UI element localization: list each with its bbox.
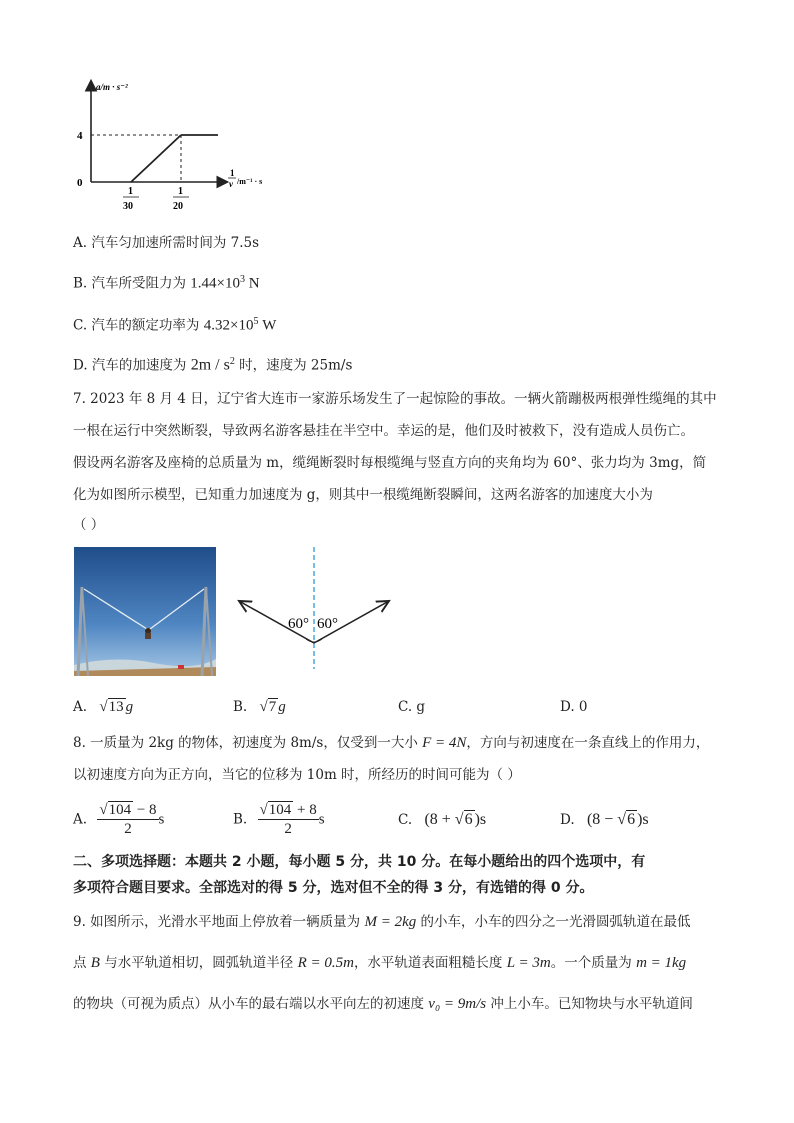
q7-line-2: 一根在运行中突然断裂，导致两名游客悬挂在半空中。幸运的是，他们及时被救下，没有造成人员伤亡。 — [73, 423, 694, 439]
x-tick-b-den: 20 — [173, 201, 183, 212]
force-diagram — [230, 545, 400, 670]
q8-option-d: D. (8 − √6 )s — [560, 811, 649, 828]
q7-option-d: D. 0 — [560, 699, 588, 715]
q7-option-b: B. √7 g — [233, 699, 286, 715]
q7-option-a: A. √13 g — [73, 699, 134, 715]
x-axis-frac-den: v — [229, 179, 233, 189]
acceleration-graph — [70, 78, 290, 218]
x-tick-a-num: 1 — [128, 186, 133, 197]
left-angle-label: 60° — [288, 616, 309, 632]
x-tick-a-den: 30 — [123, 201, 133, 212]
right-angle-label: 60° — [317, 616, 338, 632]
q7-line-1: 7. 2023 年 8 月 4 日，辽宁省大连市一家游乐场发生了一起惊险的事故。一辆火箭蹦极两根弹性缆绳的其中 — [73, 391, 717, 407]
q7-answer-blank: （ ） — [73, 517, 105, 533]
section-2-heading-line-1: 二、多项选择题：本题共 2 小题，每小题 5 分，共 10 分。在每小题给出的四个选项中，有 — [73, 854, 646, 870]
q7-line-3: 假设两名游客及座椅的总质量为 m，缆绳断裂时每根缆绳与竖直方向的夹角均为 60°、张力均为 3mg，简 — [73, 455, 707, 471]
q6-option-a: A. 汽车匀加速所需时间为 7.5s — [73, 235, 260, 251]
y-tick-4: 4 — [77, 130, 83, 142]
q8-option-a: A. $\frac{√104 - 8}{2}$ s — [73, 802, 165, 837]
q8-option-b: B. $\frac{√104 + 8}{2}$ s — [233, 802, 325, 837]
origin-label: 0 — [77, 177, 83, 189]
q9-line-1: 9. 如图所示，光滑水平地面上停放着一辆质量为 M = 2kg 的小车，小车的四分之一光滑圆弧轨道在最低 — [73, 914, 691, 930]
q6-option-c: C. 汽车的额定功率为 $4.32\times 10^5$ W — [73, 316, 277, 334]
q8-option-c: C. (8 + √6 )s — [398, 811, 487, 828]
x-axis-frac-num: 1 — [230, 168, 235, 178]
q9-line-3: 的物块（可视为质点）从小车的最右端以水平向左的初速度 v₀ = 9m/s 冲上小车。已知物块与水平轨道间 — [73, 996, 693, 1012]
x-axis-label: /m⁻¹ · s — [237, 177, 263, 186]
ramp-segment — [131, 135, 181, 182]
q7-option-c: C. g — [398, 699, 426, 715]
q6-option-d: D. 汽车的加速度为 $2m / s^2$ 时，速度为 25m/s — [73, 356, 353, 374]
q8-line-2: 以初速度方向为正方向，当它的位移为 10m 时，所经历的时间可能为（ ） — [73, 767, 521, 783]
x-tick-b-num: 1 — [178, 186, 183, 197]
q7-line-4: 化为如图所示模型，已知重力加速度为 g，则其中一根缆绳断裂瞬间，这两名游客的加速度大小为 — [73, 487, 653, 503]
rocket-bungee-photo — [74, 547, 216, 676]
y-axis-label: a/m · s⁻² — [96, 82, 128, 92]
q6-option-b: B. 汽车所受阻力为 $1.44\times 10^3$ N — [73, 274, 260, 292]
q8-line-1: 8. 一质量为 2kg 的物体，初速度为 8m/s，仅受到一大小 F = 4N，方向与初速度在一条直线上的作用力， — [73, 735, 710, 751]
q9-line-2: 点 B 与水平轨道相切，圆弧轨道半径 R = 0.5m，水平轨道表面粗糙长度 L = 3m。一个质量为 m = 1kg — [73, 955, 687, 971]
section-2-heading-line-2: 多项符合题目要求。全部选对的得 5 分，选对但不全的得 3 分，有选错的得 0 分。 — [73, 880, 594, 896]
